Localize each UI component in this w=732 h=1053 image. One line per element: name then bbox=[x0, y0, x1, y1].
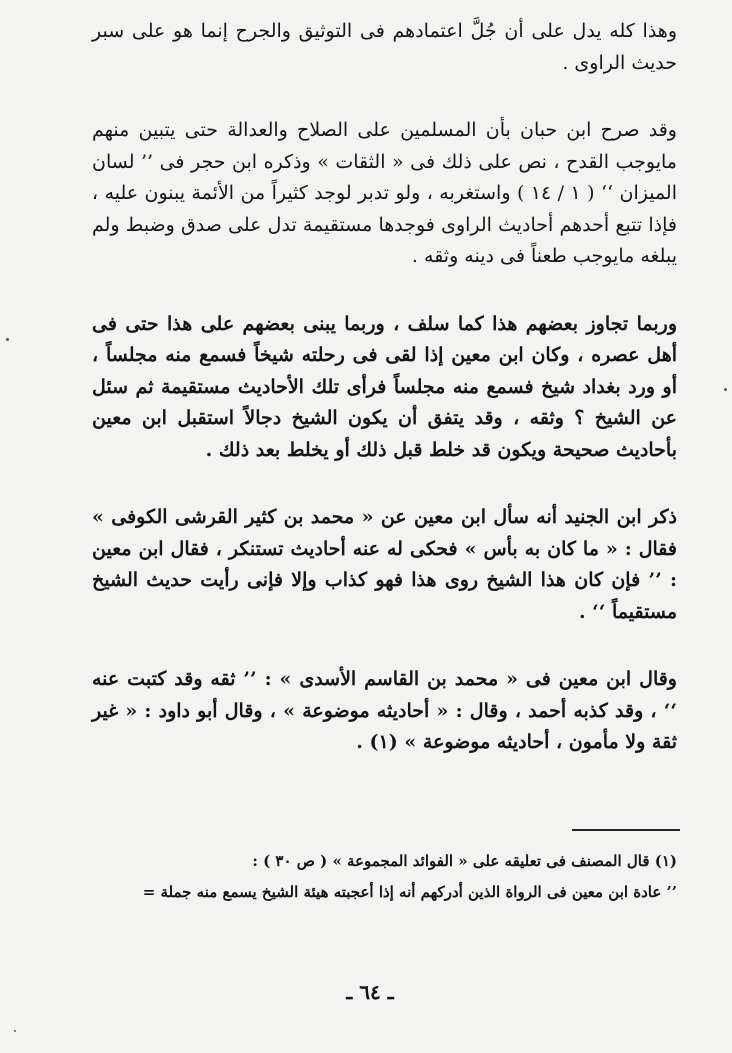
paragraph-5: وقال ابن معين فى « محمد بن القاسم الأسدى » : ’’ ثقه وقد كتبت عنه ‘‘ ، وقد كذبه أحمد ، وقال : « أحاديثه موضوعة » ، وقال أبو داود : « غير ثقة ولا مأمون ، أحاديثه موضوعة » (١) . bbox=[92, 668, 677, 753]
page-number: ـ ٦٤ ـ bbox=[346, 980, 394, 1004]
paragraph-2: وقد صرح ابن حبان بأن المسلمين على الصلاح والعدالة حتى يتبين منهم مايوجب القدح ، نص على ذلك فى « الثقات » وذكره ابن حجر فى ’’ لسان الميزان ‘‘ ( ١ / ١٤ ) واستغربه ، ولو تدبر لوجد كثيراً من الأئمة يبنون عليه ، فإذا تتبع أحدهم أحاديث الراوى فوجدها مستقيمة تدل على صدق وضبط ولم يبلغه مايوجب طعناً فى دينه وثقه . bbox=[92, 119, 677, 267]
paragraph-4: ذكر ابن الجنيد أنه سأل ابن معين عن « محمد بن كثير القرشى الكوفى » فقال : « ما كان به بأس » فحكى له عنه أحاديث تستنكر ، فقال ابن معين : ’’ فإن كان هذا الشيخ روى هذا فهو كذاب وإلا فإنى رأيت حديث الشيخ مستقيماً ‘‘ . bbox=[92, 506, 677, 623]
scan-speck bbox=[6, 338, 9, 341]
footnote-line-2: ’’ عادة ابن معين فى الرواة الذين أدركهم أنه إذا أعجبته هيئة الشيخ يسمع منه جملة = bbox=[142, 883, 677, 901]
scan-speck bbox=[724, 388, 727, 391]
paragraph-1: وهذا كله يدل على أن جُلَّ اعتمادهم فى التوثيق والجرح إنما هو على سبر حديث الراوى . bbox=[92, 20, 677, 74]
footnote-line-1: (١) قال المصنف فى تعليقه على « الفوائد المجموعة » ( ص ٣٠ ) : bbox=[252, 852, 677, 870]
paragraph-3: وربما تجاوز بعضهم هذا كما سلف ، وربما يبنى بعضهم على هذا حتى فى أهل عصره ، وكان ابن معين إذا لقى فى رحلته شيخاً فسمع منه مجلساً ، أو ورد بغداد شيخ فسمع منه مجلساً فرأى تلك الأحاديث مستقيمة ثم سئل عن الشيخ ؟ وثقه ، وقد يتفق أن يكون الشيخ دجالاً استقبل ابن معين بأحاديث صحيحة ويكون قد خلط قبل ذلك أو يخلط بعد ذلك . bbox=[92, 312, 677, 461]
body-text bbox=[92, 16, 677, 795]
footnote-separator bbox=[572, 829, 680, 831]
scan-speck bbox=[14, 1030, 16, 1032]
footnote bbox=[92, 846, 677, 908]
